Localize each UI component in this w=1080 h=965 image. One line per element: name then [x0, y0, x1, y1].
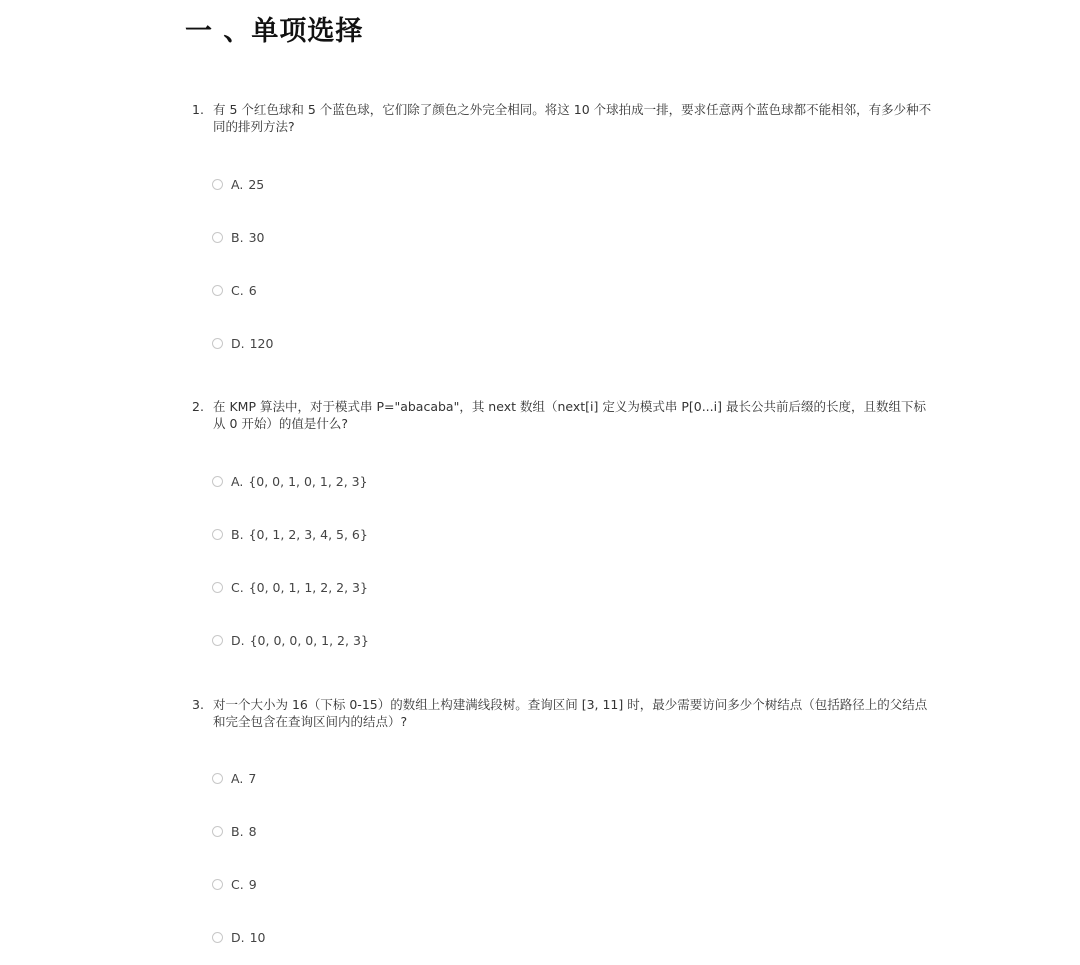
question-number: 2. — [192, 399, 204, 414]
radio-button[interactable] — [212, 179, 223, 190]
option-text: 9 — [248, 876, 257, 892]
option-c[interactable] — [212, 578, 368, 596]
question-3 — [192, 696, 932, 945]
option-letter: C. — [231, 579, 244, 595]
option-d[interactable] — [212, 631, 369, 649]
radio-button[interactable] — [212, 826, 223, 837]
option-text: 30 — [248, 229, 265, 245]
option-text: 8 — [248, 823, 257, 839]
radio-button[interactable] — [212, 476, 223, 487]
option-a[interactable] — [212, 472, 368, 490]
option-letter: C. — [231, 282, 244, 298]
question-number: 3. — [192, 697, 204, 712]
option-b[interactable] — [212, 822, 257, 840]
radio-button[interactable] — [212, 285, 223, 296]
option-text: {0, 0, 0, 0, 1, 2, 3} — [249, 632, 369, 648]
section-title: 一 、单项选择 — [185, 16, 364, 47]
option-a[interactable] — [212, 769, 256, 787]
option-text: {0, 0, 1, 0, 1, 2, 3} — [248, 473, 368, 489]
option-text: 10 — [249, 929, 266, 945]
option-letter: A. — [231, 473, 244, 489]
option-d[interactable] — [212, 334, 273, 352]
option-text: {0, 0, 1, 1, 2, 2, 3} — [248, 579, 368, 595]
question-2 — [192, 398, 932, 648]
radio-button[interactable] — [212, 582, 223, 593]
radio-button[interactable] — [212, 635, 223, 646]
radio-button[interactable] — [212, 932, 223, 943]
question-stem — [192, 696, 932, 730]
option-c[interactable] — [212, 281, 257, 299]
option-c[interactable] — [212, 875, 257, 893]
option-letter: C. — [231, 876, 244, 892]
question-text: 有 5 个红色球和 5 个蓝色球，它们除了颜色之外完全相同。将这 10 个球拍成一排，要求任意两个蓝色球都不能相邻，有多少种不同的排列方法? — [213, 102, 932, 134]
question-stem — [192, 101, 932, 135]
option-text: 6 — [248, 282, 257, 298]
question-text: 在 KMP 算法中，对于模式串 P="abacaba"，其 next 数组（next[i] 定义为模式串 P[0...i] 最长公共前后缀的长度，且数组下标从 0 开始）的值是什么? — [213, 399, 926, 431]
option-d[interactable] — [212, 928, 266, 946]
option-letter: B. — [231, 526, 244, 542]
option-letter: B. — [231, 229, 244, 245]
radio-button[interactable] — [212, 338, 223, 349]
option-letter: D. — [231, 929, 245, 945]
radio-button[interactable] — [212, 773, 223, 784]
question-1 — [192, 101, 932, 351]
option-b[interactable] — [212, 525, 368, 543]
option-b[interactable] — [212, 228, 264, 246]
option-text: 25 — [248, 176, 265, 192]
question-text: 对一个大小为 16（下标 0-15）的数组上构建满线段树。查询区间 [3, 11] 时，最少需要访问多少个树结点（包括路径上的父结点和完全包含在查询区间内的结点）? — [213, 697, 928, 729]
option-letter: D. — [231, 632, 245, 648]
question-number: 1. — [192, 102, 204, 117]
option-text: 120 — [249, 335, 274, 351]
radio-button[interactable] — [212, 529, 223, 540]
option-letter: A. — [231, 176, 244, 192]
option-a[interactable] — [212, 175, 264, 193]
radio-button[interactable] — [212, 232, 223, 243]
radio-button[interactable] — [212, 879, 223, 890]
option-letter: A. — [231, 770, 244, 786]
question-stem — [192, 398, 932, 432]
option-text: {0, 1, 2, 3, 4, 5, 6} — [248, 526, 368, 542]
option-letter: B. — [231, 823, 244, 839]
option-text: 7 — [248, 770, 257, 786]
option-letter: D. — [231, 335, 245, 351]
